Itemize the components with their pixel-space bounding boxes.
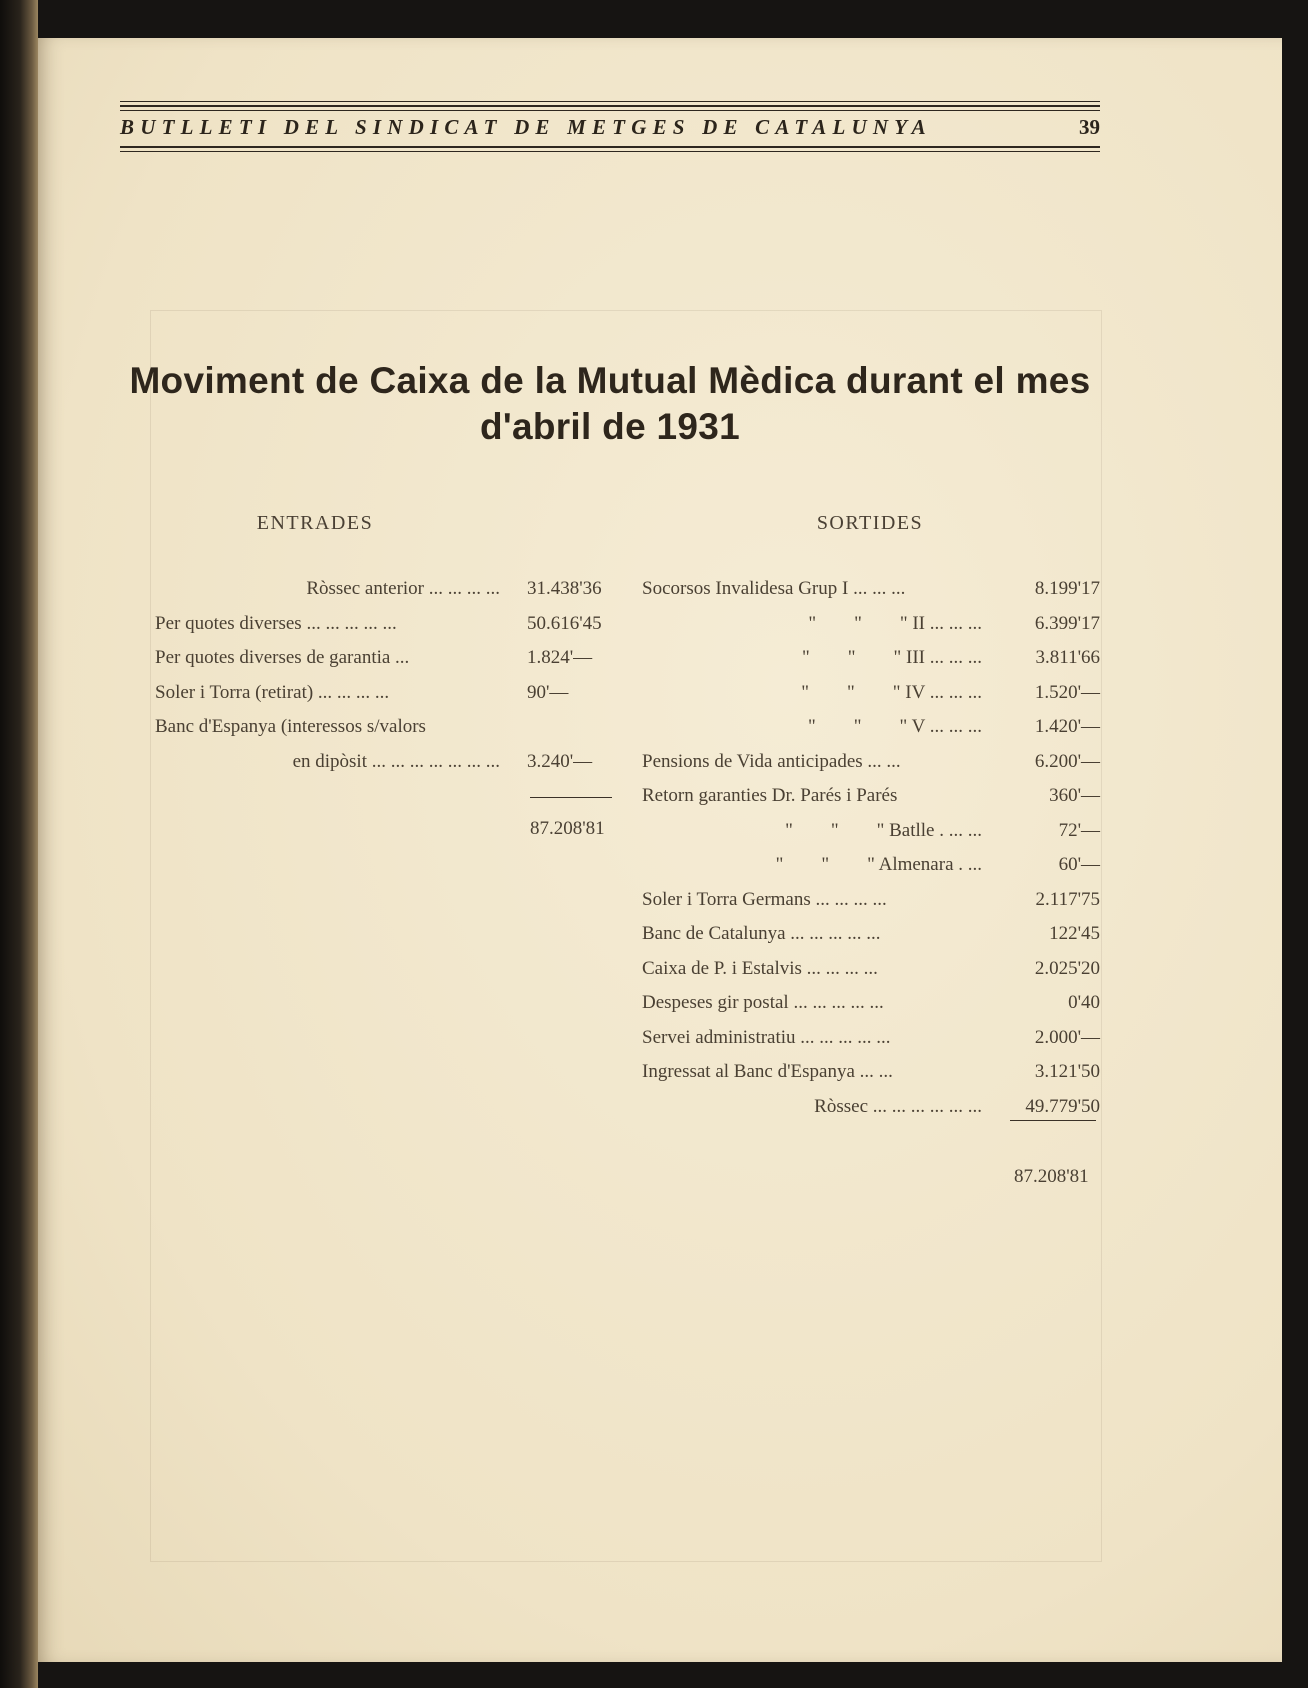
entrades-amount: 31.438'36 [527, 578, 602, 599]
sortides-row [642, 751, 1100, 786]
running-header [120, 98, 1100, 152]
sortides-amount: 0'40 [1068, 992, 1100, 1013]
sortides-amount: 3.121'50 [1034, 1061, 1100, 1082]
sortides-row [642, 682, 1100, 717]
page-number: 39 [1079, 115, 1100, 139]
sortides-label: Ròssec ... ... ... ... ... ... [814, 1095, 982, 1117]
sortides-label: " " " Batlle . ... ... [785, 819, 982, 841]
sortides-amount: 360'— [1049, 785, 1100, 806]
sortides-row [642, 958, 1100, 993]
entrades-row [155, 647, 615, 682]
sortides-label: Despeses gir postal ... ... ... ... ... [642, 992, 884, 1013]
sortides-label: Socorsos Invalidesa Grup I ... ... ... [642, 578, 906, 599]
sortides-row [642, 578, 1100, 613]
sortides-list [642, 578, 1100, 1130]
header-rule [120, 146, 1100, 148]
sortides-label: Caixa de P. i Estalvis ... ... ... ... [642, 957, 878, 979]
sortides-row [642, 923, 1100, 958]
sortides-amount: 8.199'17 [1034, 578, 1100, 599]
sortides-label: Ingressat al Banc d'Espanya ... ... [642, 1061, 893, 1082]
entrades-label: Soler i Torra (retirat) ... ... ... ... [155, 681, 390, 703]
entrades-sum-rule [530, 797, 612, 798]
entrades-amount: 3.240'— [527, 750, 593, 772]
sortides-amount: 1.420'— [1034, 716, 1100, 737]
sortides-amount: 60'— [1058, 854, 1100, 875]
sortides-amount: 2.025'20 [1034, 957, 1100, 979]
page-title: Moviment de Caixa de la Mutual Mèdica durant el mes d'abril de 1931 [129, 360, 1091, 447]
entrades-row [155, 613, 615, 648]
sortides-row [642, 992, 1100, 1027]
sortides-label: Pensions de Vida anticipades ... ... [642, 750, 901, 772]
sortides-heading: SORTIDES [816, 512, 924, 534]
sortides-label: Servei administratiu ... ... ... ... ... [642, 1026, 891, 1048]
sortides-sum-rule [1010, 1120, 1096, 1121]
sortides-label: " " " Almenara . ... [775, 854, 982, 875]
sortides-row [642, 785, 1100, 820]
sortides-label: Banc de Catalunya ... ... ... ... ... [642, 923, 881, 944]
header-rule [120, 101, 1100, 102]
entrades-row [155, 716, 615, 751]
header-rule [120, 105, 1100, 107]
sortides-total: 87.208'81 [1014, 1166, 1089, 1187]
entrades-label: Per quotes diverses ... ... ... ... ... [155, 612, 397, 634]
sortides-row [642, 854, 1100, 889]
entrades-amount: 1.824'— [527, 647, 593, 668]
entrades-row [155, 682, 615, 717]
sortides-row [642, 647, 1100, 682]
entrades-label: Banc d'Espanya (interessos s/valors [155, 716, 426, 737]
sortides-label: " " " V ... ... ... [807, 716, 982, 737]
sortides-amount: 2.000'— [1034, 1026, 1100, 1048]
sortides-row [642, 613, 1100, 648]
sortides-label: Retorn garanties Dr. Parés i Parés [642, 785, 898, 806]
sortides-row [642, 1061, 1100, 1096]
entrades-row [155, 578, 615, 613]
sortides-amount: 1.520'— [1034, 681, 1100, 703]
entrades-amount: 50.616'45 [527, 612, 602, 634]
entrades-heading: ENTRADES [256, 512, 374, 534]
entrades-amount: 90'— [527, 681, 569, 703]
sortides-amount: 49.779'50 [1025, 1095, 1100, 1117]
sortides-amount: 6.200'— [1034, 750, 1100, 772]
book-spine [0, 0, 38, 1688]
entrades-label: Ròssec anterior ... ... ... ... [306, 578, 500, 599]
sortides-amount: 3.811'66 [1035, 647, 1100, 668]
sortides-amount: 72'— [1058, 819, 1100, 841]
entrades-label: Per quotes diverses de garantia ... [155, 647, 410, 668]
entrades-list [155, 578, 615, 785]
sortides-row [642, 716, 1100, 751]
header-rules-bottom [120, 146, 1100, 152]
entrades-row [155, 751, 615, 786]
sortides-label: " " " IV ... ... ... [801, 681, 982, 703]
sortides-amount: 2.117'75 [1035, 888, 1100, 910]
sortides-row [642, 1027, 1100, 1062]
sortides-label: Soler i Torra Germans ... ... ... ... [642, 888, 887, 910]
sortides-amount: 6.399'17 [1034, 612, 1100, 634]
sortides-label: " " " II ... ... ... [808, 612, 982, 634]
sortides-amount: 122'45 [1049, 923, 1100, 944]
entrades-total: 87.208'81 [530, 818, 605, 839]
header-rules-top [120, 101, 1100, 111]
sortides-row [642, 1096, 1100, 1131]
sortides-row [642, 820, 1100, 855]
header-rule [120, 151, 1100, 152]
header-line [120, 111, 1100, 143]
running-title: BUTLLETI DEL SINDICAT DE METGES DE CATALUNYA [120, 115, 932, 139]
entrades-label: en dipòsit ... ... ... ... ... ... ... [292, 750, 500, 772]
sortides-label: " " " III ... ... ... [802, 647, 982, 668]
sortides-row [642, 889, 1100, 924]
